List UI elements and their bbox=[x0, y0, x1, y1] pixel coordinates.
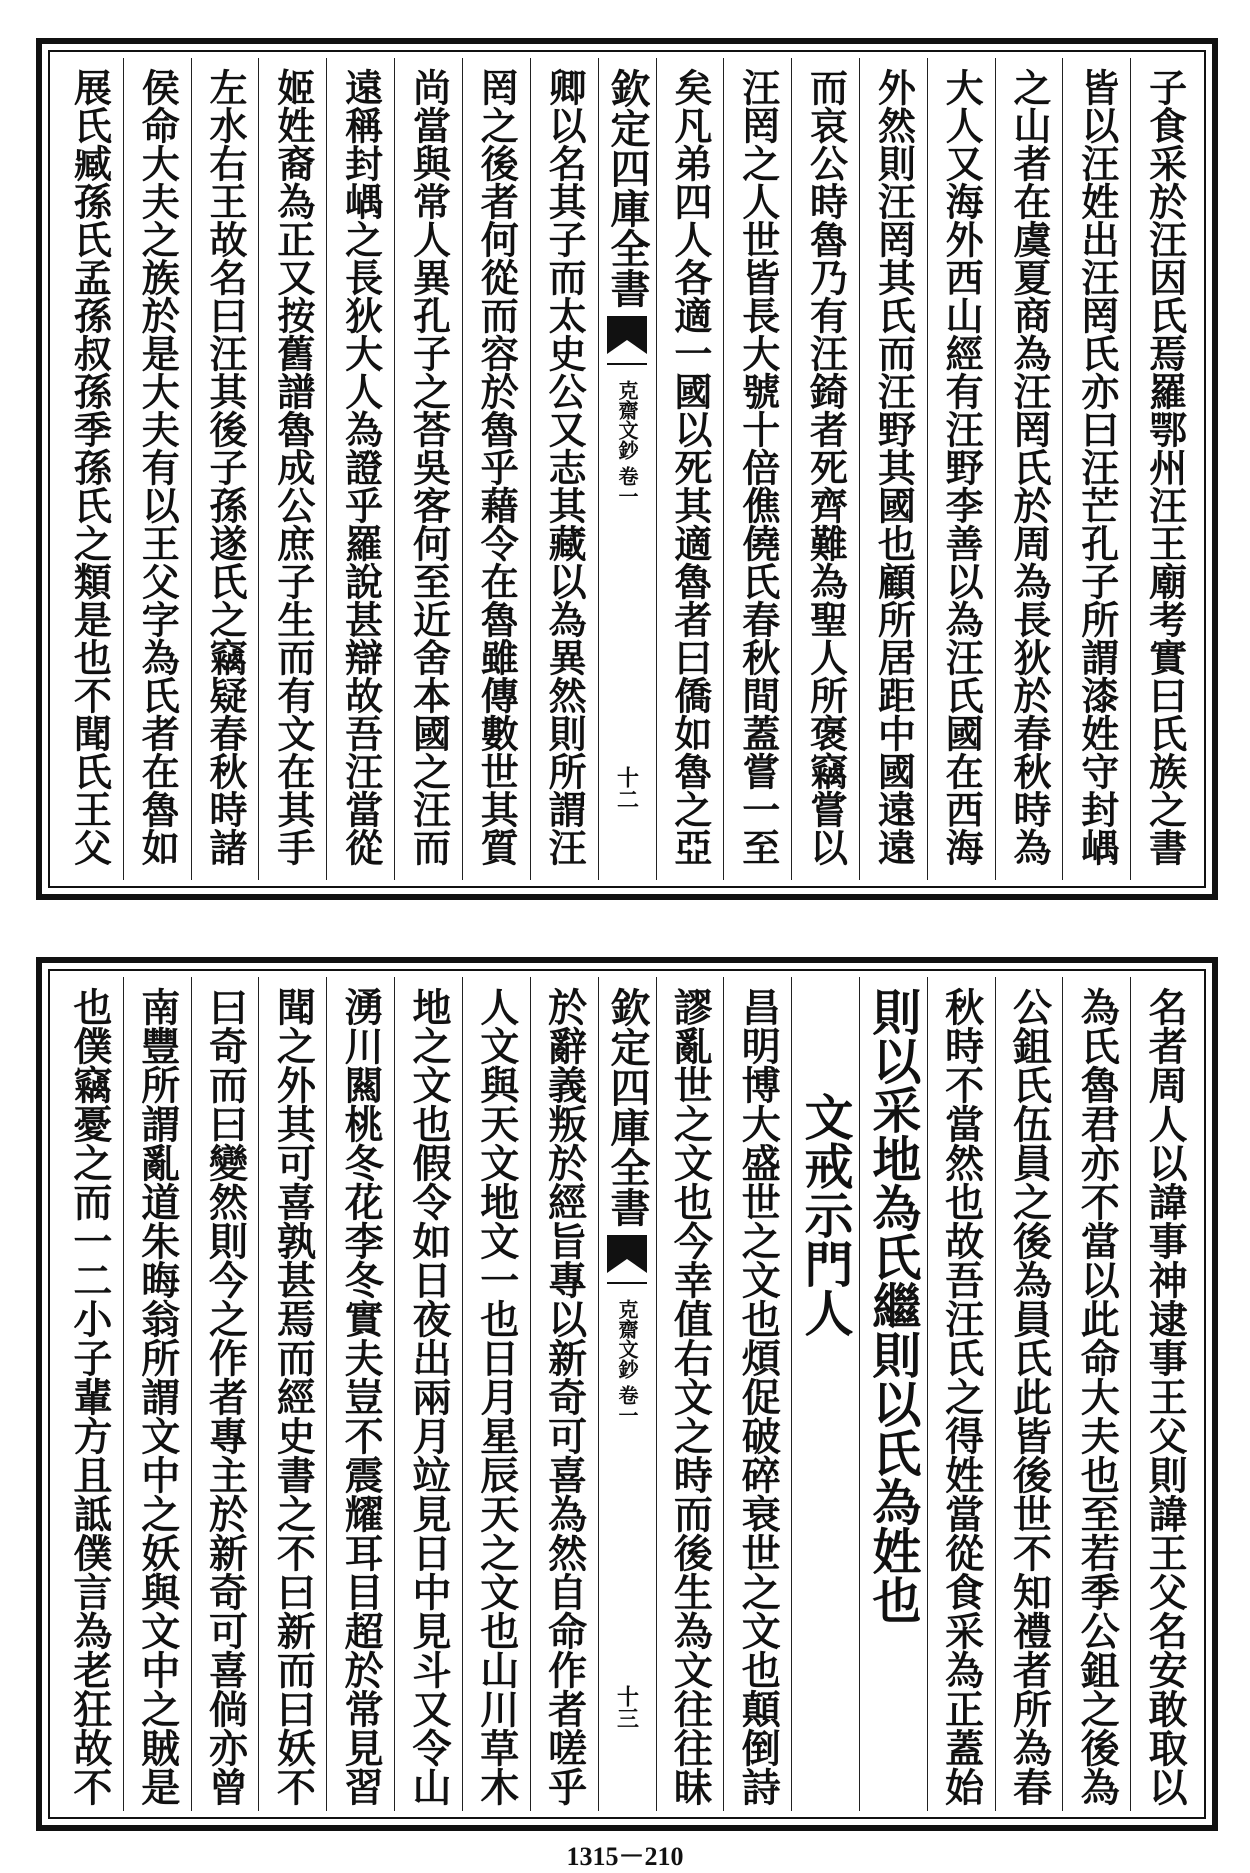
text-column: 公鉏氏伍員之後為員氏此皆後世不知禮者所為春 bbox=[996, 977, 1064, 1811]
volume-label: 卷一 bbox=[615, 466, 639, 506]
book-title: 欽定四庫全書 bbox=[604, 987, 651, 1227]
page-top-frame bbox=[36, 38, 1218, 900]
leaf-number: 十三 bbox=[613, 1685, 640, 1729]
text-column: 昌明博大盛世之文也煩促破碎衰世之文也顛倒詩 bbox=[724, 977, 792, 1811]
book-title: 欽定四庫全書 bbox=[604, 68, 651, 308]
text-column: 侯命大夫之族於是大夫有以王父字為氏者在魯如 bbox=[124, 58, 192, 880]
text-column: 湧川闗桃冬花李冬實夫豈不震耀耳目超於常見習 bbox=[327, 977, 395, 1811]
text-column: 而哀公時魯乃有汪錡者死齊難為聖人所褒竊嘗以 bbox=[792, 58, 860, 880]
leaf-number: 十二 bbox=[613, 766, 640, 810]
text-column: 謬亂世之文也今幸值右文之時而後生為文往往昧 bbox=[657, 977, 725, 1811]
fishtail-mark-icon bbox=[605, 314, 649, 374]
text-column: 姬姓裔為正又按舊譜魯成公庶子生而有文在其手 bbox=[259, 58, 327, 880]
collection-name: 克齋文鈔 bbox=[615, 1299, 639, 1379]
top-columns bbox=[56, 58, 1198, 880]
fishtail-mark-icon bbox=[605, 1233, 649, 1293]
text-column: 皆以汪姓出汪罔氏亦曰汪芒孔子所謂漆姓守封嵎 bbox=[1063, 58, 1131, 880]
text-column: 曰奇而曰變然則今之作者專主於新奇可喜倘亦曾 bbox=[192, 977, 260, 1811]
text-column: 名者周人以諱事神逮事王父則諱王父名安敢取以 bbox=[1142, 987, 1189, 1806]
text-column: 汪罔之人世皆長大號十倍僬僥氏春秋間蓋嘗一至 bbox=[724, 58, 792, 880]
page-bottom-frame bbox=[36, 957, 1218, 1831]
text-column: 卿以名其子而太史公又志其藏以為異然則所謂汪 bbox=[531, 58, 599, 880]
text-column: 子食采於汪因氏焉羅鄂州汪王廟考實曰氏族之書 bbox=[1142, 68, 1188, 866]
essay-heading-column bbox=[792, 977, 860, 1811]
text-column: 秋時不當然也故吾汪氏之得姓當從食采為正蓋始 bbox=[928, 977, 996, 1811]
text-column: 則以采地為氏繼則以氏為姓也 bbox=[860, 977, 928, 1811]
text-column: 左水右王故名曰汪其後子孫遂氏之竊疑春秋時諸 bbox=[192, 58, 260, 880]
center-fold-strip bbox=[599, 58, 657, 880]
text-column: 遠稱封嵎之長狄大人為證乎羅說甚辯故吾汪當從 bbox=[327, 58, 395, 880]
text-column: 於辭義叛於經旨專以新奇可喜為然自命作者嗟乎 bbox=[531, 977, 599, 1811]
text-column: 尚當與常人異孔子之荅吳客何至近舍本國之汪而 bbox=[395, 58, 463, 880]
text-column: 罔之後者何從而容於魯乎藉令在魯雖傳數世其質 bbox=[463, 58, 531, 880]
center-fold-strip bbox=[599, 977, 657, 1811]
text-column: 聞之外其可喜孰甚焉而經史書之不曰新而曰妖不 bbox=[259, 977, 327, 1811]
text-column: 人文與天文地文一也日月星辰天之文也山川草木 bbox=[463, 977, 531, 1811]
volume-label: 卷一 bbox=[615, 1385, 639, 1425]
text-column: 矣凡弟四人各適一國以死其適魯者曰僑如魯之亞 bbox=[657, 58, 725, 880]
text-column: 展氏臧孫氏孟孫叔孫季孫氏之類是也不聞氏王父 bbox=[56, 58, 124, 880]
text-column: 地之文也假令如日夜出兩月竝見日中見斗又令山 bbox=[395, 977, 463, 1811]
text-column: 外然則汪罔其氏而汪野其國也顧所居距中國遠遠 bbox=[860, 58, 928, 880]
text-column: 南豐所謂亂道朱晦翁所謂文中之妖與文中之賊是 bbox=[124, 977, 192, 1811]
text-column: 大人又海外西山經有汪野李善以為汪氏國在西海 bbox=[928, 58, 996, 880]
essay-heading: 文戒示門人 bbox=[797, 1092, 856, 1337]
text-column: 也僕竊憂之而一二小子輩方且詆僕言為老狂故不 bbox=[56, 977, 124, 1811]
text-column: 之山者在虞夏商為汪罔氏於周為長狄於春秋時為 bbox=[996, 58, 1064, 880]
text-column: 為氏魯君亦不當以此命大夫也至若季公鉏之後為 bbox=[1063, 977, 1131, 1811]
collection-name: 克齋文鈔 bbox=[615, 380, 639, 460]
bottom-columns bbox=[56, 977, 1198, 1811]
page-number: 1315－210 bbox=[566, 1842, 684, 1871]
